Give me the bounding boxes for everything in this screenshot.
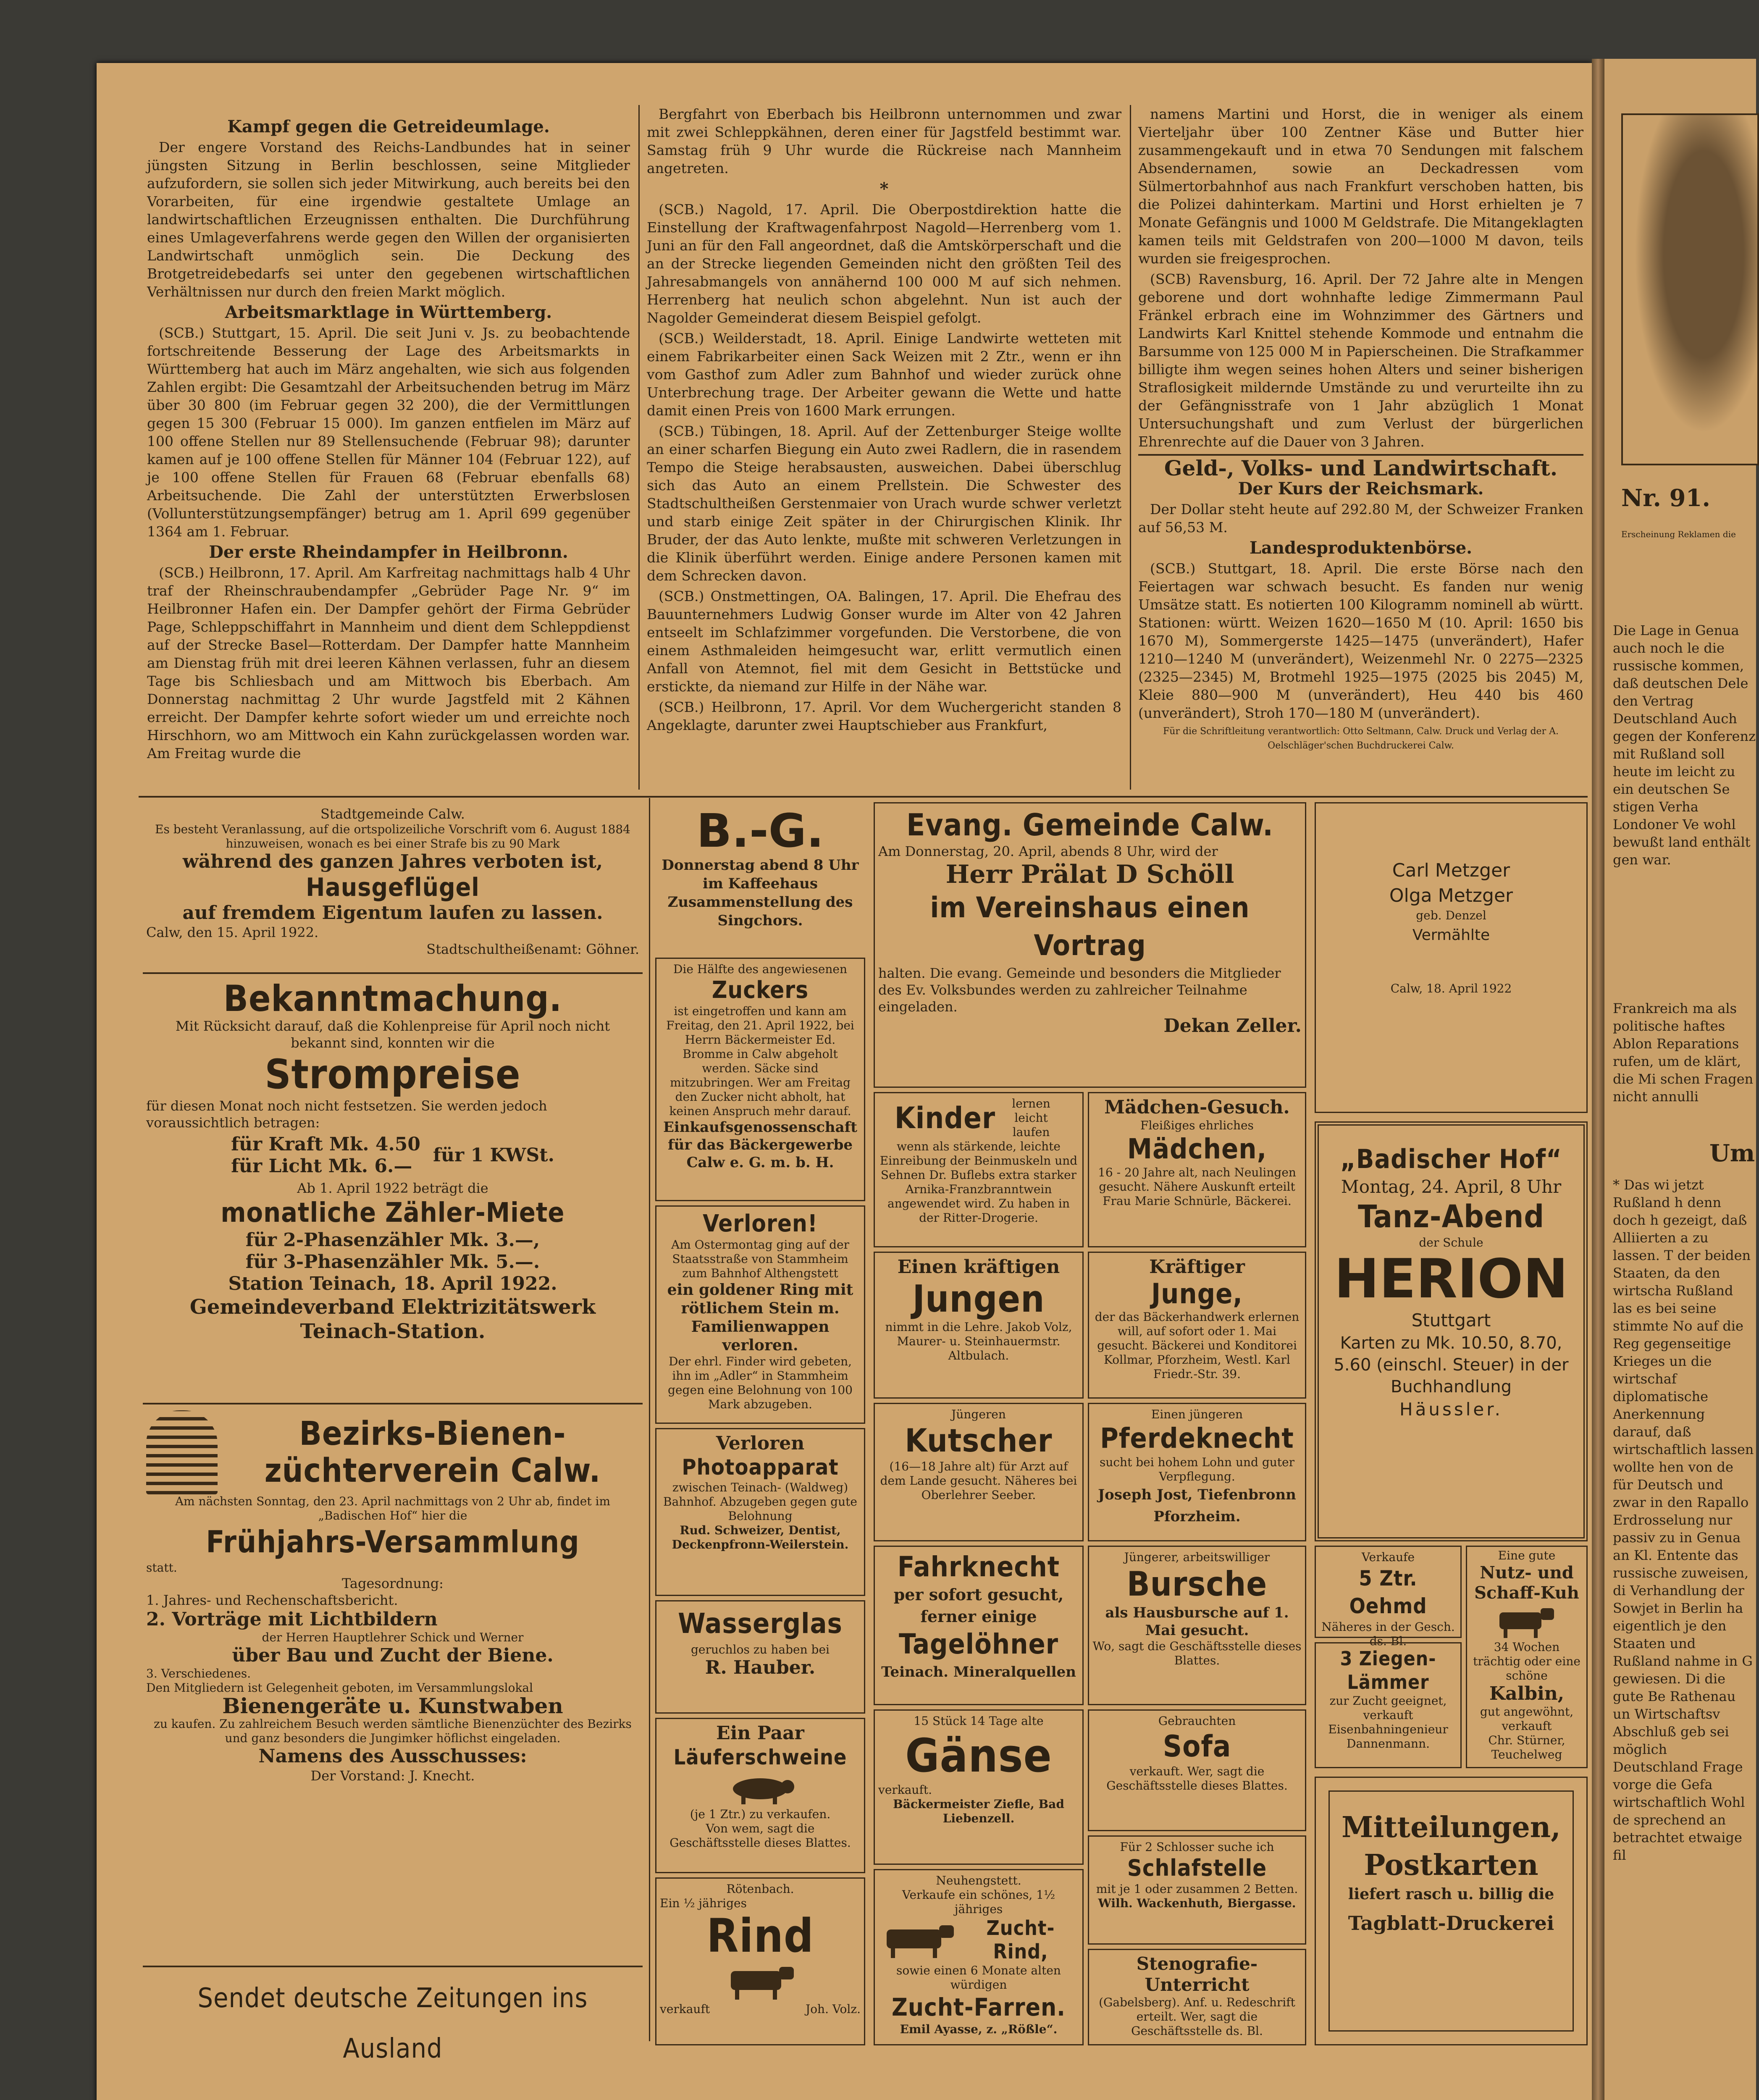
kurs-title: Der Kurs der Reichsmark. (1238, 479, 1484, 499)
evang-name: Herr Prälat D Schöll (945, 860, 1234, 889)
steno-title: Stenografie-Unterricht (1136, 1953, 1258, 1995)
laeufer-big: Läuferschweine (673, 1745, 847, 1769)
arbeit-text: (SCB.) Stuttgart, 15. April. Die seit Juni v. Js. zu beobachtende fortschreitende Besserung der Lage des Arbeitsmarkts in Württemberg hat auch im März angehalten, wie sich aus folgenden Zahlen ergibt: Die Gesamtzahl der Arbeitsuchenden betrug im März über 30 800 (im Februar gegen 32 200), die der Vermittlungen gegen 15 300 (Februar 15 000). Im ganzen entfielen im März auf 100 offene Stellen nur 89 Stellensuchende (Februar 98); darunter kamen auf je 100 offene Stellen für Männer 104 (Februar 122), auf je 100 offene Stellen für Frauen 68 (Februar ebenfalls 68) Arbeitsuchende. Die Zahl der unterstützten Erwerbslosen (Vollunterstützungsempfänger) betrug am 1. April 699 gegenüber 1364 am 1. Februar. (147, 325, 630, 540)
sofa-head: Gebrauchten (1158, 1714, 1236, 1728)
photo-sign: Rud. Schweizer, Dentist, Deckenpfronn-Weilerstein. (672, 1523, 849, 1551)
ad-kuh (1466, 1546, 1588, 1768)
wedding-geb: geb. Denzel (1416, 908, 1486, 922)
col3-text2: (SCB) Ravensburg, 16. April. Der 72 Jahre alte in Mengen geborene und dort wohnhafte ledige Zimmermann Paul Fränkel erbrach eine im Wohnzimmer des Gärtners und Landwirts Karl Knittel stehende Kommode und entnahm die Barsumme von 125 000 M in Papierscheinen. Die Strafkammer billigte ihm wegen seines hohen Alters und seiner bisherigen Straflosigkeit mildernde Umstände zu und verurteilte ihn zu der Gefängnisstrafe von 1 Jahr abzüglich 1 Monat Untersuchungshaft und zum Verlust der bürgerlichen Ehrenrechte auf die Dauer von 3 Jahren. (1138, 271, 1583, 450)
col2-text6: (SCB.) Heilbronn, 17. April. Vor dem Wuchergericht standen 8 Angeklagte, darunter zwei Hauptschieber aus Frankfurt, (647, 699, 1121, 733)
landes-text: (SCB.) Stuttgart, 18. April. Die erste Börse nach den Feiertagen war schwach besucht. Es fanden nur wenig Umsätze statt. Es notierten 100 Kilogramm nominell ab württ. Stationen: württ. Weizen 1620—1650 M (10. April: 1650 bis 1670 M), Sommergerste 1425—1475 (unverändert), Hafer 1210—1240 M (unverändert), Weizenmehl Nr. 0 2275—2325 (2325—2345) M, Brotmehl 1925—1975 (2025 bis 2045) M, Kleie 880—900 M (unverändert), Heu 440 bis 460 (unverändert), Stroh 170—180 M (unverändert). (1138, 560, 1583, 721)
biene-2b: der Herren Hauptlehrer Schick und Werner (262, 1630, 524, 1644)
col2-text1: Bergfahrt von Eberbach bis Heilbronn unternommen und zwar mit zwei Schleppkähnen, deren einer für Jagstfeld bestimmt war. Samstag früh 9 Uhr wurde die Rückreise nach Mannheim angetreten. (647, 106, 1121, 176)
ad-badischer-hof (1315, 1121, 1588, 1541)
kutscher-head: Jüngeren (951, 1407, 1006, 1421)
schlaf-big: Schlafstelle (1127, 1855, 1267, 1881)
badischer-tanz: Tanz-Abend (1358, 1199, 1544, 1235)
stadt-head: Stadtgemeinde Calw. (320, 806, 465, 822)
photo-title: Verloren (716, 1433, 805, 1454)
next-col-text3: * Das wi jetzt Rußland h denn doch h gezeigt, daß Alliierten a zu lassen. T der beiden Staaten, da den wirtscha Rußland las es bei seine stimmte No auf die Reg gegenseitige Krieges un die wirtschaf diplomatische Anerkennung darauf, daß wirtschaftlich lassen wollte hen von de für Deutsch und zwar in den Rapallo Erdrosselung nur passiv zu in Genua an Kl. Entente das russische zuweisen, di Verhandlung der Sowjet in Berlin ha eigentlich je den Staaten und Rußland nahme in G gewiesen. Di die gute Be Rathenau un Wirtschaftsv Abschluß geb sei möglich Deutschland Frage vorge die Gefa wirtschaftlich Wohl de sprechend an betrachtet etwaige fil (1613, 1177, 1754, 1863)
badischer-date: Montag, 24. April, 8 Uhr (1341, 1176, 1562, 1197)
ad-ziegen (1315, 1642, 1462, 1768)
jungen-big: Jungen (912, 1277, 1045, 1320)
col2-text4: (SCB.) Tübingen, 18. April. Auf der Zettenburger Steige wollte an einer scharfen Biegung ein Auto zwei Radlern, die in rasendem Tempo die Steige herabsausten, ausweichen. Dabei überschlug sich das Auto an einem Prellstein. Die Schwester des Stadtschultheißen Gerstenmaier von Urach wurde schwer verletzt und starb einige Zeit später in der Chirurgischen Klinik. Ihr Bruder, der das Auto lenkte, mußte mit schweren Verletzungen in die Klinik überführt werden. Einige andere Personen kamen mit dem Schrecken davon. (647, 423, 1121, 584)
verloren-text: Am Ostermontag ging auf der Staatsstraße von Stammheim zum Bahnhof Althengstett (671, 1238, 850, 1280)
junge-head: Kräftiger (1149, 1256, 1245, 1278)
laeufer-text: (je 1 Ztr.) zu verkaufen. (690, 1807, 831, 1821)
wasser-big: Wasserglas (678, 1607, 843, 1640)
photo-big: Photoapparat (682, 1455, 839, 1480)
col2-text3: (SCB.) Weilderstadt, 18. April. Einige Landwirte wetteten mit einem Fabrikarbeiter einen Sack Weizen mit 2 Ztr., wenn er ihn vom Gasthof zum Adler zum Bahnhof und wieder zurück ohne Unterbrechung trage. Der Arbeiter gewann die Wette und hatte damit einen Preis von 1600 Mark errungen. (647, 330, 1121, 419)
maedchen-head: Mädchen-Gesuch. (1104, 1097, 1290, 1118)
stadt-date: Calw, den 15. April 1922. (146, 924, 319, 940)
ad-kutscher (874, 1403, 1084, 1541)
zucht-big: Zucht-Farren. (891, 1993, 1066, 2021)
col2-star: * (880, 179, 889, 199)
bursche-head: Jüngerer, arbeitswilliger (1124, 1550, 1270, 1564)
gaense-head: 15 Stück 14 Tage alte (914, 1714, 1044, 1728)
laeufer-text2: Von wem, sagt die Geschäftsstelle dieses Blattes. (669, 1822, 851, 1850)
ad-jungen (874, 1252, 1084, 1399)
wedding-name1: Carl Metzger (1392, 860, 1510, 881)
evang-sign: Dekan Zeller. (1163, 1015, 1302, 1037)
badischer-karten: Karten zu Mk. 10.50, 8.70, 5.60 (einschl. Steuer) in der Buchhandlung (1334, 1334, 1569, 1396)
bursche-text: als Hausbursche auf 1. Mai gesucht. (1105, 1604, 1289, 1639)
stadt-sign: Stadtschultheißenamt: Göhner. (426, 941, 639, 957)
schlaf-head: Für 2 Schlosser suche ich (1120, 1840, 1274, 1854)
wedding-verm: Vermählte (1412, 927, 1490, 944)
kutscher-big: Kutscher (905, 1422, 1053, 1459)
bek-kwst: für 1 KWSt. (433, 1144, 554, 1166)
stadt-text: Es besteht Veranlassung, auf die ortspolizeiliche Vorschrift vom 6. August 1884 hinzuweisen, wonach es bei einer Strafe bis zu 90 Mark (155, 822, 630, 850)
ad-photoapparat (655, 1428, 865, 1596)
next-um-head: Um (1709, 1139, 1755, 1167)
arbeit-title: Arbeitsmarktlage in Württemberg. (225, 302, 552, 322)
badischer-haeussler: Häussler. (1399, 1399, 1503, 1420)
mitt-title: Mitteilungen, Postkarten (1342, 1811, 1561, 1882)
bursche-text2: Wo, sagt die Geschäftsstelle dieses Blattes. (1092, 1639, 1302, 1667)
ad-fahrknecht (874, 1546, 1084, 1705)
zucht-side: Zucht-Rind, (986, 1916, 1055, 1964)
kuh-side: 34 Wochen (1494, 1640, 1560, 1654)
wedding-date: Calw, 18. April 1922 (1390, 982, 1512, 995)
oehmd-big: 5 Ztr. Oehmd (1349, 1566, 1427, 1618)
pig-icon (725, 1772, 796, 1806)
evang-text2: halten. Die evang. Gemeinde und besonders die Mitglieder des Ev. Volksbundes werden zu zahlreicher Teilnahme eingeladen. (878, 965, 1281, 1015)
badischer-schule: der Schule (1419, 1236, 1483, 1250)
ad-pferdeknecht (1088, 1403, 1306, 1541)
newspaper-page (97, 63, 1592, 2100)
next-col-text: Die Lage in Genua auch noch le die russische kommen, daß deutschen Dele den Vertrag Deutschland Auch gegen der Konferenz mit Rußland soll heute im leicht zu ein deutschen Se stigen Verha Londoner Ve wohl bewußt land enthält gen war. (1613, 622, 1756, 868)
bg-title: B.-G. (696, 804, 824, 858)
bek-sign: Gemeindeverband Elektrizitätswerk Teinach-Station. (189, 1295, 596, 1343)
ad-rind (655, 1877, 865, 2045)
kuh-big: Nutz- und Schaff-Kuh (1474, 1563, 1579, 1603)
rind-verkauft: verkauft (660, 2002, 710, 2016)
ad-laeuferschweine (655, 1718, 865, 1873)
next-col-text2: Frankreich ma als politische haftes Ablon Reparations rufen, um de klärt, die Mi schen Fragen nicht annulli (1613, 1000, 1754, 1105)
ziegen-text: zur Zucht geeignet, verkauft Eisenbahningenieur Dannenmann. (1328, 1694, 1448, 1751)
pferde-text: sucht bei hohem Lohn und guter Verpflegung. (1099, 1455, 1295, 1483)
kinder-text: wenn als stärkende, leichte Einreibung der Beinmuskeln und Sehnen Dr. Buflebs extra starker Arnika-Franzbranntwein angewendet wird. Zu haben in der Ritter-Drogerie. (880, 1139, 1078, 1225)
ad-bg (655, 802, 865, 953)
sendet-banner (143, 1970, 643, 2064)
ad-wasserglas (655, 1600, 865, 1714)
bek-station: Station Teinach, 18. April 1922. (228, 1273, 557, 1294)
kuh-text: trächtig oder eine schöne (1473, 1654, 1580, 1683)
column-rule (638, 105, 640, 790)
evang-title: Evang. Gemeinde Calw. (906, 807, 1273, 843)
stadt-bold: während des ganzen Jahres verboten ist, (182, 851, 603, 872)
badischer-stuttgart: Stuttgart (1411, 1310, 1491, 1331)
biene-text3: zu kaufen. Zu zahlreichem Besuch werden sämtliche Bienenzüchter des Bezirks und ganz besonders die Jungimker höflichst eingeladen. (154, 1717, 632, 1745)
rind-big: Rind (706, 1909, 814, 1963)
gaense-sign: Bäckermeister Ziefle, Bad Liebenzell. (893, 1797, 1064, 1825)
cow-icon (1495, 1605, 1558, 1638)
fahr-sign: Teinach. Mineralquellen (881, 1664, 1076, 1680)
rind-sign: Joh. Volz. (805, 2002, 861, 2016)
next-issue-number: Nr. 91. (1621, 484, 1710, 512)
badischer-herion: HERION (1334, 1248, 1568, 1310)
biene-3: 3. Verschiedenes. (146, 1667, 251, 1680)
jungen-head: Einen kräftigen (897, 1256, 1060, 1278)
pferde-big: Pferdeknecht (1100, 1422, 1294, 1454)
next-erscheinung: Erscheinung Reklamen die (1621, 529, 1736, 539)
bek-miete: monatliche Zähler-Miete (221, 1197, 565, 1228)
photo-text: zwischen Teinach- (Waldweg) Bahnhof. Abzugeben gegen gute Belohnung (663, 1480, 857, 1523)
next-page-fragment (1604, 59, 1756, 2100)
rind-sub: Ein ½ jähriges (660, 1896, 747, 1910)
kinder-big: Kinder (894, 1101, 996, 1135)
col2-text2: (SCB.) Nagold, 17. April. Die Oberpostdirektion hatte die Einstellung der Kraftwagenfahrpost Nagold—Herrenberg vom 1. Juni an für den Fall angeordnet, daß die Amtskörperschaft und die an der Strecke liegenden Gemeinden nicht den größten Teil des Jahresabmangels von annähernd 100 000 M auf sich nehmen. Herrenberg hat neulich schon abgelehnt. Nun ist auch der Nagolder Gemeinderat diesem Beispiel gefolgt. (647, 201, 1121, 326)
ad-stenografie (1088, 1949, 1306, 2045)
sofa-big: Sofa (1163, 1729, 1231, 1764)
steno-text: (Gabelsberg). Anf. u. Redeschrift erteilt. Wer, sagt die Geschäftsstelle ds. Bl. (1099, 1995, 1295, 2038)
maedchen-text: 16 - 20 Jahre alt, nach Neulingen gesucht. Nähere Auskunft erteilt Frau Marie Schnürle, Bäckerei. (1098, 1166, 1296, 1208)
bursche-big: Bursche (1126, 1564, 1268, 1604)
bek-title: Bekanntmachung. (223, 978, 562, 1020)
kalbin-text: gut angewöhnt, verkauft (1480, 1705, 1574, 1733)
bek-3ph: für 3-Phasenzähler Mk. 5.—. (245, 1251, 540, 1273)
zucht-text: Verkaufe ein schönes, 1½ jähriges (902, 1888, 1055, 1916)
bek-text: Mit Rücksicht darauf, daß die Kohlenpreise für April noch nicht bekannt sind, konnten wir die (175, 1018, 610, 1051)
stadt-big: Hausgeflügel (306, 873, 480, 902)
biene-geraete: Bienengeräte u. Kunstwaben (222, 1693, 563, 1718)
bek-big: Strompreise (265, 1051, 521, 1098)
zucht-text2: sowie einen 6 Monate alten würdigen (896, 1964, 1061, 1992)
wasser-text: geruchlos zu haben bei (691, 1643, 830, 1656)
article-column-3 (1138, 105, 1583, 794)
imprint: Für die Schriftleitung verantwortlich: Otto Seltmann, Calw. Druck und Verlag der A. Oelschläger'schen Buchdruckerei Calw. (1163, 726, 1559, 751)
biene-2: 2. Vorträge mit Lichtbildern (146, 1609, 438, 1630)
stadt-text2: auf fremdem Eigentum laufen zu lassen. (182, 902, 603, 924)
ad-oehmd (1315, 1546, 1462, 1648)
kinder-side: lernen leicht laufen (1012, 1097, 1050, 1139)
evang-text: Am Donnerstag, 20. April, abends 8 Uhr, wird der (878, 843, 1218, 859)
cow-icon (878, 1921, 962, 1959)
badischer-title: „Badischer Hof“ (1340, 1144, 1562, 1174)
ads-divider (139, 796, 1588, 798)
portrait-image (1621, 113, 1759, 465)
rhein-title: Der erste Rheindampfer in Heilbronn. (209, 542, 568, 562)
fahr-text: per sofort gesucht, ferner einige (893, 1585, 1064, 1626)
ad-zucht-rind (874, 1869, 1084, 2045)
ad-rule (143, 1966, 643, 1967)
biene-text2: Den Mitgliedern ist Gelegenheit geboten, im Versammlungslokal (146, 1681, 533, 1695)
geld-title: Geld-, Volks- und Landwirtschaft. (1164, 456, 1558, 480)
book-spine (1592, 59, 1604, 2100)
verloren-title: Verloren! (703, 1210, 818, 1237)
kampf-title: Kampf gegen die Getreideumlage. (227, 117, 550, 136)
ad-bekanntmachung (143, 976, 643, 1401)
col2-text5: (SCB.) Onstmettingen, OA. Balingen, 17. April. Die Ehefrau des Bauunternehmers Ludwig Gonser wurde im Alter von 42 Jahren entseelt im Schlafzimmer vorgefunden. Die Verstorbene, die von einem Asthmaleiden heimgesucht war, erlitt vermutlich einen Anfall von Atemnot, fiel mit dem Gesicht in Bettstücke und erstickte, da niemand zur Hilfe in der Nähe war. (647, 588, 1121, 695)
gaense-big: Gänse (905, 1729, 1052, 1782)
gaense-text: verkauft. (878, 1783, 932, 1797)
biene-title: Bezirks-Bienen-züchterverein Calw. (264, 1415, 601, 1490)
schlaf-sign: Wilh. Wackenhuth, Biergasse. (1098, 1896, 1296, 1910)
pferde-sign: Joseph Jost, Tiefenbronn Pforzheim. (1098, 1486, 1296, 1525)
kurs-text: Der Dollar steht heute auf 292.80 M, der Schweizer Franken auf 56,53 M. (1138, 501, 1583, 536)
ad-junge (1088, 1252, 1306, 1399)
col3-text1: namens Martini und Horst, die in weniger als einem Vierteljahr über 100 Zentner Käse und Butter hier zusammengekauft und in etwa 70 Sendungen mit falschem Absendernamen, sowie an Deckadressen vom Sülmertorbahnhof aus nach Frankfurt verschoben hatten, bis die Polizei dahinterkam. Martini und Horst erhielten je 7 Monate Gefängnis und 1000 M Geldstrafe. Die Mitangeklagten kamen teils mit Geldstrafen von 200—1000 M davon, teils wurden sie freigesprochen. (1138, 106, 1583, 267)
bek-ab: Ab 1. April 1922 beträgt die (297, 1180, 488, 1196)
bek-text2: für diesen Monat noch nicht festsetzen. Sie werden jedoch voraussichtlich betragen: (146, 1098, 547, 1131)
zucht-sign: Emil Ayasse, z. „Rößle“. (900, 2022, 1058, 2036)
column-rule (1130, 105, 1131, 790)
ad-wedding (1315, 802, 1588, 1113)
biene-big: Frühjahrs-Versammlung (206, 1524, 580, 1559)
section-rule (1138, 454, 1583, 456)
biene-ord: Tagesordnung: (342, 1575, 444, 1591)
maedchen-big: Mädchen, (1127, 1133, 1267, 1165)
landes-title: Landesproduktenbörse. (1249, 538, 1473, 558)
junge-text: der das Bäckerhandwerk erlernen will, auf sofort oder 1. Mai gesucht. Bäckerei und Konditorei Kollmar, Pforzheim, Westl. Karl Friedr.-Str. 39. (1095, 1310, 1300, 1381)
ad-gaense (874, 1709, 1084, 1865)
beehive-icon (146, 1410, 218, 1494)
wedding-name2: Olga Metzger (1389, 885, 1513, 906)
sofa-text: verkauft. Wer, sagt die Geschäftsstelle dieses Blattes. (1106, 1764, 1288, 1793)
ad-schlafstelle (1088, 1835, 1306, 1945)
laeufer-head: Ein Paar (716, 1722, 804, 1744)
biene-sign2: Der Vorstand: J. Knecht. (310, 1768, 475, 1784)
ad-evang-gemeinde (874, 802, 1306, 1088)
zucker-head: Die Hälfte des angewiesenen (673, 962, 848, 976)
bg-text: Donnerstag abend 8 Uhr im Kaffeehaus Zusammenstellung des Singchors. (662, 857, 859, 929)
ad-maedchen (1088, 1092, 1306, 1247)
biene-text: Am nächsten Sonntag, den 23. April nachmittags von 2 Uhr ab, findet im „Badischen Hof“ hier die (175, 1494, 611, 1522)
ad-stadtgemeinde (143, 802, 643, 970)
junge-big: Junge, (1151, 1278, 1243, 1310)
kalbin-big: Kalbin, (1489, 1683, 1565, 1704)
ad-sofa (1088, 1709, 1306, 1831)
ad-bursche (1088, 1546, 1306, 1705)
verloren-ring: ein goldener Ring mit rötlichem Stein m. Familienwappen verloren. (667, 1281, 853, 1354)
mitt-sign: Tagblatt-Druckerei (1348, 1912, 1554, 1935)
oehmd-text: Näheres in der Gesch. ds. Bl. (1321, 1620, 1455, 1648)
oehmd-head: Verkaufe (1361, 1550, 1415, 1564)
kampf-text: Der engere Vorstand des Reichs-Landbundes hat in seiner jüngsten Sitzung in Berlin beschlossen, seine Mitglieder aufzufordern, sie sollen sich jeder Mitwirkung, auch bereits bei den Vorarbeiten, für eine irgendwie gestaltete Umlage an landwirtschaftlichen Erzeugnissen enthalten. Die Durchführung eines Umlageverfahrens werde gegen den Willen der organisierten Landwirtschaft unmöglich sein. Die Deckung des Brotgetreidebedarfs sei unter den gegebenen wirtschaftlichen Verhältnissen nur durch den freien Markt möglich. (147, 139, 630, 300)
bek-2ph: für 2-Phasenzähler Mk. 3.—, (245, 1229, 540, 1251)
ad-kinder (874, 1092, 1084, 1247)
evang-big: im Vereinshaus einen Vortrag (930, 891, 1250, 962)
ads-column-rule (649, 798, 650, 2041)
cow-icon (722, 1963, 798, 2000)
zucht-head: Neuhengstett. (936, 1874, 1021, 1887)
biene-sign1: Namens des Ausschusses: (258, 1746, 527, 1767)
zucker-big: Zuckers (711, 976, 809, 1004)
ad-verloren-ring (655, 1205, 865, 1424)
rind-head: Rötenbach. (726, 1882, 794, 1896)
ad-rule (143, 1403, 643, 1404)
biene-1: 1. Jahres- und Rechenschaftsbericht. (146, 1592, 398, 1608)
biene-statt: statt. (146, 1561, 177, 1575)
sendet-text: Sendet deutsche Zeitungen ins Ausland (197, 1983, 588, 2064)
maedchen-sub: Fleißiges ehrliches (1140, 1118, 1254, 1132)
ad-rule (143, 972, 643, 974)
pferde-head: Einen jüngeren (1151, 1407, 1243, 1421)
kutscher-text: (16—18 Jahre alt) für Arzt auf dem Lande gesucht. Näheres bei Oberlehrer Seeber. (880, 1460, 1077, 1502)
ziegen-big: 3 Ziegen-Lämmer (1340, 1647, 1436, 1693)
kuh-head: Eine gute (1498, 1549, 1556, 1562)
ad-bienenzuechter (143, 1407, 643, 1961)
bek-licht: für Licht Mk. 6.— (231, 1155, 412, 1177)
article-column-2 (647, 105, 1121, 781)
mitt-text: liefert rasch u. billig die (1348, 1885, 1554, 1903)
biene-2c: über Bau und Zucht der Biene. (232, 1645, 554, 1666)
zucker-text: ist eingetroffen und kann am Freitag, den 21. April 1922, bei Herrn Bäckermeister Ed. Bromme in Calw abgeholt werden. Säcke sind mitzubringen. Wer am Freitag den Zucker nicht abholt, hat keinen Anspruch mehr darauf. (666, 1004, 854, 1118)
ad-mitteilungen (1315, 1777, 1588, 2045)
fahr-big2: Tagelöhner (898, 1628, 1059, 1660)
jungen-text: nimmt in die Lehre. Jakob Volz, Maurer- u. Steinhauermstr. Altbulach. (885, 1320, 1072, 1362)
bek-kraft: für Kraft Mk. 4.50 (231, 1134, 421, 1155)
wasser-sign: R. Hauber. (705, 1657, 816, 1678)
ad-zucker (655, 958, 865, 1201)
kalbin-sign: Chr. Stürner, Teuchelweg (1488, 1733, 1565, 1761)
article-column-1 (147, 118, 630, 781)
verloren-text2: Der ehrl. Finder wird gebeten, ihn im „Adler“ in Stammheim gegen eine Belohnung von 100 Mark abzugeben. (668, 1354, 853, 1411)
schlaf-text: mit je 1 oder zusammen 2 Betten. (1096, 1882, 1298, 1896)
fahr-big: Fahrknecht (897, 1551, 1060, 1583)
zucker-sign: Einkaufsgenossenschaft für das Bäckergewerbe Calw e. G. m. b. H. (663, 1119, 857, 1171)
rhein-text: (SCB.) Heilbronn, 17. April. Am Karfreitag nachmittags halb 4 Uhr traf der Rheinschraubendampfer „Gebrüder Page Nr. 9“ im Heilbronner Hafen ein. Der Dampfer gehört der Firma Gebrüder Page, Schleppschiffahrt in Mannheim und dient dem Schleppdienst auf der Strecke Basel—Rotterdam. Der Dampfer hatte Mannheim am Dienstag früh mit drei leeren Kähnen verlassen, fuhr an diesem Tage bis Schliesbach und am Mittwoch bis Eberbach. Am Donnerstag nachmittag 2 Uhr wurde Jagstfeld mit 2 Kähnen erreicht. Der Dampfer kehrte sofort wieder um und erreichte noch Hirschhorn, wo am Mittwoch ein Kahn zurückgelassen worden war. Am Freitag wurde die (147, 564, 630, 761)
